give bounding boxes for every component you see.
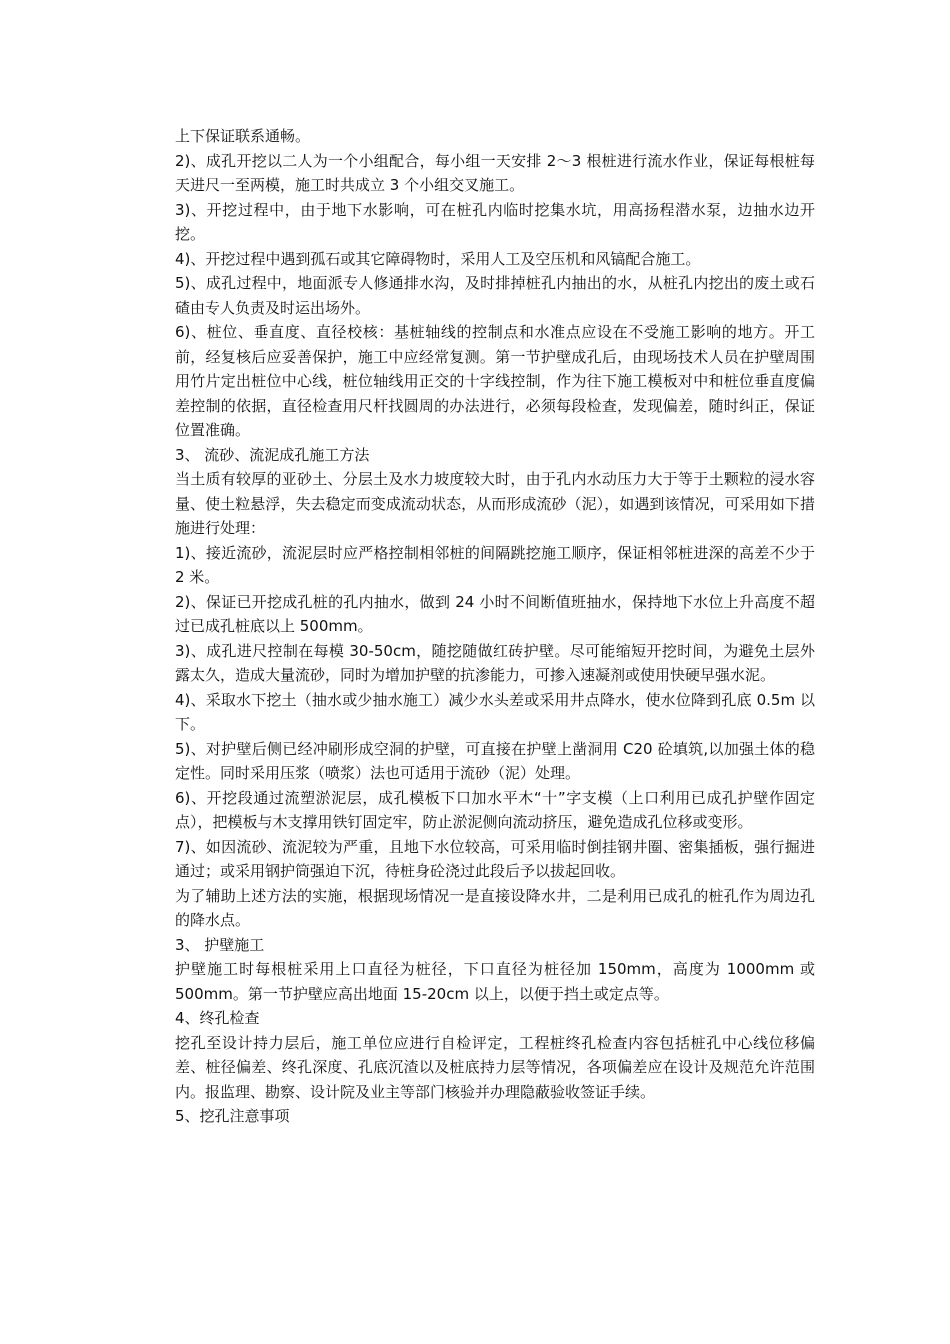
paragraph-step-3-groundwater: 3)、开挖过程中，由于地下水影响，可在桩孔内临时挖集水坑，用高扬程潜水泵，边抽水边开挖。	[175, 200, 815, 243]
paragraph-step-5-drainage: 5)、成孔过程中，地面派专人修通排水沟，及时排掉桩孔内抽出的水，从桩孔内挖出的废土或石碴由专人负责及时运出场外。	[175, 274, 815, 317]
section-heading-precautions: 5、挖孔注意事项	[175, 1107, 290, 1125]
paragraph-dewatering: 为了辅助上述方法的实施，根据现场情况一是直接设降水井，二是利用已成孔的桩孔作为周边孔的降水点。	[175, 886, 815, 929]
paragraph-communication: 上下保证联系通畅。	[175, 127, 311, 145]
paragraph-retaining-wall: 护壁施工时每根桩采用上口直径为桩径，下口直径为桩径加 150mm，高度为 1000mm 或 500mm。第一节护壁应高出地面 15-20cm 以上，以便于挡土或定点等。	[175, 960, 815, 1003]
section-heading-retaining-wall: 3、 护壁施工	[175, 935, 265, 954]
paragraph-measure-2: 2)、保证已开挖成孔桩的孔内抽水，做到 24 小时不间断值班抽水，保持地下水位上升高度不超过已成孔桩底以上 500mm。	[175, 592, 815, 635]
paragraph-measure-5: 5)、对护壁后侧已经冲刷形成空洞的护壁，可直接在护壁上凿洞用 C20 砼填筑,以加强土体的稳定性。同时采用压浆（喷浆）法也可适用于流砂（泥）处理。	[175, 739, 815, 782]
section-heading-final-inspection: 4、终孔检查	[175, 1009, 260, 1027]
paragraph-step-2-team: 2)、成孔开挖以二人为一个小组配合，每小组一天安排 2～3 根桩进行流水作业，保证每根桩每天进尺一至两模，施工时共成立 3 个小组交叉施工。	[175, 151, 815, 194]
paragraph-step-4-obstacles: 4)、开挖过程中遇到孤石或其它障碍物时，采用人工及空压机和风镐配合施工。	[175, 249, 701, 268]
paragraph-measure-6: 6)、开挖段通过流塑淤泥层，成孔模板下口加水平木“十”字支模（上口利用已成孔护壁作固定点），把模板与木支撑用铁钉固定牢，防止淤泥侧向流动挤压，避免造成孔位移或变形。	[175, 788, 815, 831]
paragraph-step-6-alignment: 6)、桩位、垂直度、直径校核：基桩轴线的控制点和水准点应设在不受施工影响的地方。开工前，经复核后应妥善保护，施工中应经常复测。第一节护壁成孔后，由现场技术人员在护壁周围用竹片定出桩位中心线，桩位轴线用正交的十字线控制，作为往下施工模板对中和桩位垂直度偏差控制的依据，直径检查用尺杆找圆周的办法进行，必须每段检查，发现偏差，随时纠正，保证位置准确。	[175, 323, 815, 439]
paragraph-measure-4: 4)、采取水下挖土（抽水或少抽水施工）减少水头差或采用井点降水，使水位降到孔底 0.5m 以下。	[175, 690, 815, 733]
paragraph-measure-7: 7)、如因流砂、流泥较为严重，且地下水位较高，可采用临时倒挂钢井圈、密集插板，强行掘进通过；或采用钢护筒强迫下沉，待桩身砼浇过此段后予以拔起回收。	[175, 837, 815, 880]
document-page	[175, 124, 815, 1129]
paragraph-quicksand-intro: 当土质有较厚的亚砂土、分层土及水力坡度较大时，由于孔内水动压力大于等于土颗粒的浸水容量、使土粒悬浮，失去稳定而变成流动状态，从而形成流砂（泥），如遇到该情况，可采用如下措施进行处理：	[175, 470, 815, 537]
paragraph-measure-1: 1)、接近流砂，流泥层时应严格控制相邻桩的间隔跳挖施工顺序，保证相邻桩进深的高差不少于 2 米。	[175, 543, 815, 586]
section-heading-quicksand: 3、 流砂、流泥成孔施工方法	[175, 445, 370, 464]
paragraph-final-inspection: 挖孔至设计持力层后，施工单位应进行自检评定，工程桩终孔检查内容包括桩孔中心线位移偏差、桩径偏差、终孔深度、孔底沉渣以及桩底持力层等情况，各项偏差应在设计及规范允许范围内。报监理、勘察、设计院及业主等部门核验并办理隐蔽验收签证手续。	[175, 1033, 815, 1101]
paragraph-measure-3: 3)、成孔进尺控制在每模 30-50cm，随挖随做红砖护壁。尽可能缩短开挖时间，为避免土层外露太久，造成大量流砂，同时为增加护壁的抗渗能力，可掺入速凝剂或使用快硬早强水泥。	[175, 641, 815, 684]
